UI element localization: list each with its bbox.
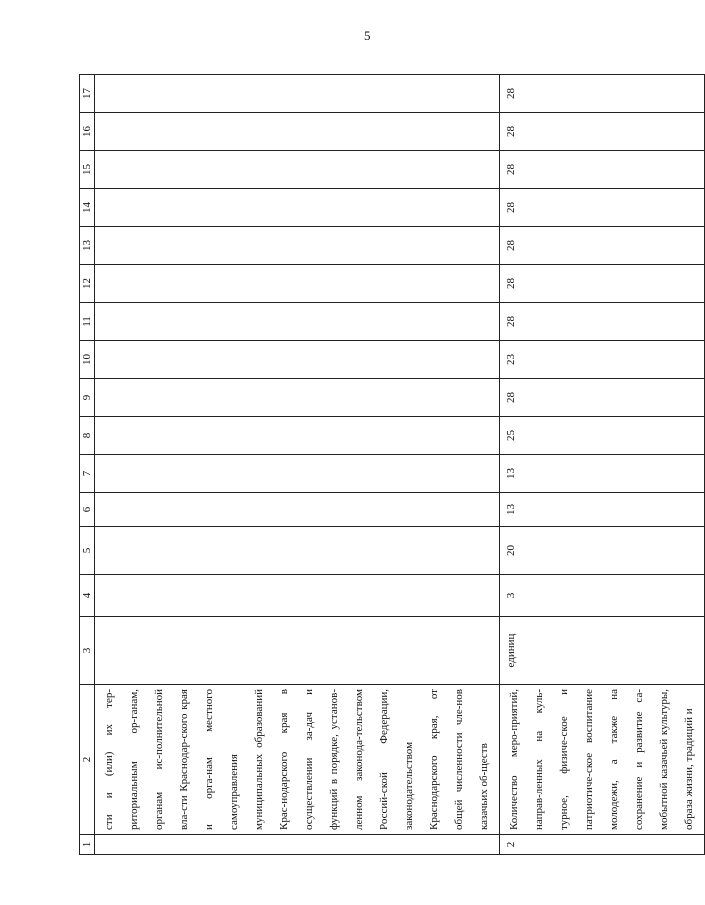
value-cell: 13 [500, 455, 705, 493]
header-cell: 6 [80, 493, 95, 527]
value-cell [95, 455, 500, 493]
value-cell [95, 265, 500, 303]
value-cell: 28 [500, 113, 705, 151]
header-cell: 7 [80, 455, 95, 493]
header-cell: 11 [80, 303, 95, 341]
value-cell: 25 [500, 417, 705, 455]
row-number: 2 [500, 835, 705, 855]
table-row [500, 75, 705, 855]
header-cell: 1 [80, 835, 95, 855]
row-number [95, 835, 500, 855]
indicator-name: сти и (или) их тер-риториальным ор-ганам, органам ис-полнительной вла-сти Краснодар-ского края и орга-нам местного самоуправления муниципальных образований Крас-нодарского края в осуществлении за-дач и функций в порядке, установ-ленном законода-тельством Россий-ской Федерации, законодательством Краснодарского края, от общей численности чле-нов казачьих об-ществ [95, 685, 500, 835]
page-number: 5 [364, 28, 371, 43]
value-cell [95, 417, 500, 455]
table-row [95, 75, 500, 855]
header-cell: 2 [80, 685, 95, 835]
header-cell: 12 [80, 265, 95, 303]
value-cell: 28 [500, 75, 705, 113]
unit-cell: единиц [500, 617, 705, 685]
value-cell: 3 [500, 575, 705, 617]
header-cell: 13 [80, 227, 95, 265]
value-cell [95, 113, 500, 151]
value-cell: 28 [500, 265, 705, 303]
value-cell [95, 189, 500, 227]
indicator-name: Количество меро-приятий, направ-ленных на куль-турное, физиче-ское и патриотиче-ское воспитание молодежи, а также на сохранение и развитие са-мобытной казачьей культуры, образа жизни, традиций и [500, 685, 705, 835]
header-cell: 10 [80, 341, 95, 379]
value-cell: 28 [500, 379, 705, 417]
table-header-row [80, 75, 95, 855]
value-cell [95, 75, 500, 113]
indicator-table [79, 74, 705, 855]
header-cell: 3 [80, 617, 95, 685]
value-cell: 20 [500, 527, 705, 575]
value-cell [95, 303, 500, 341]
header-cell: 4 [80, 575, 95, 617]
value-cell: 23 [500, 341, 705, 379]
header-cell: 14 [80, 189, 95, 227]
value-cell [95, 493, 500, 527]
header-cell: 15 [80, 151, 95, 189]
value-cell [95, 379, 500, 417]
value-cell: 28 [500, 189, 705, 227]
header-cell: 8 [80, 417, 95, 455]
value-cell [95, 575, 500, 617]
header-cell: 5 [80, 527, 95, 575]
value-cell [95, 227, 500, 265]
value-cell [95, 341, 500, 379]
value-cell: 28 [500, 151, 705, 189]
value-cell: 28 [500, 303, 705, 341]
unit-cell [95, 617, 500, 685]
value-cell: 13 [500, 493, 705, 527]
value-cell: 28 [500, 227, 705, 265]
header-cell: 16 [80, 113, 95, 151]
rotated-table-container [79, 77, 695, 855]
header-cell: 17 [80, 75, 95, 113]
value-cell [95, 151, 500, 189]
header-cell: 9 [80, 379, 95, 417]
value-cell [95, 527, 500, 575]
